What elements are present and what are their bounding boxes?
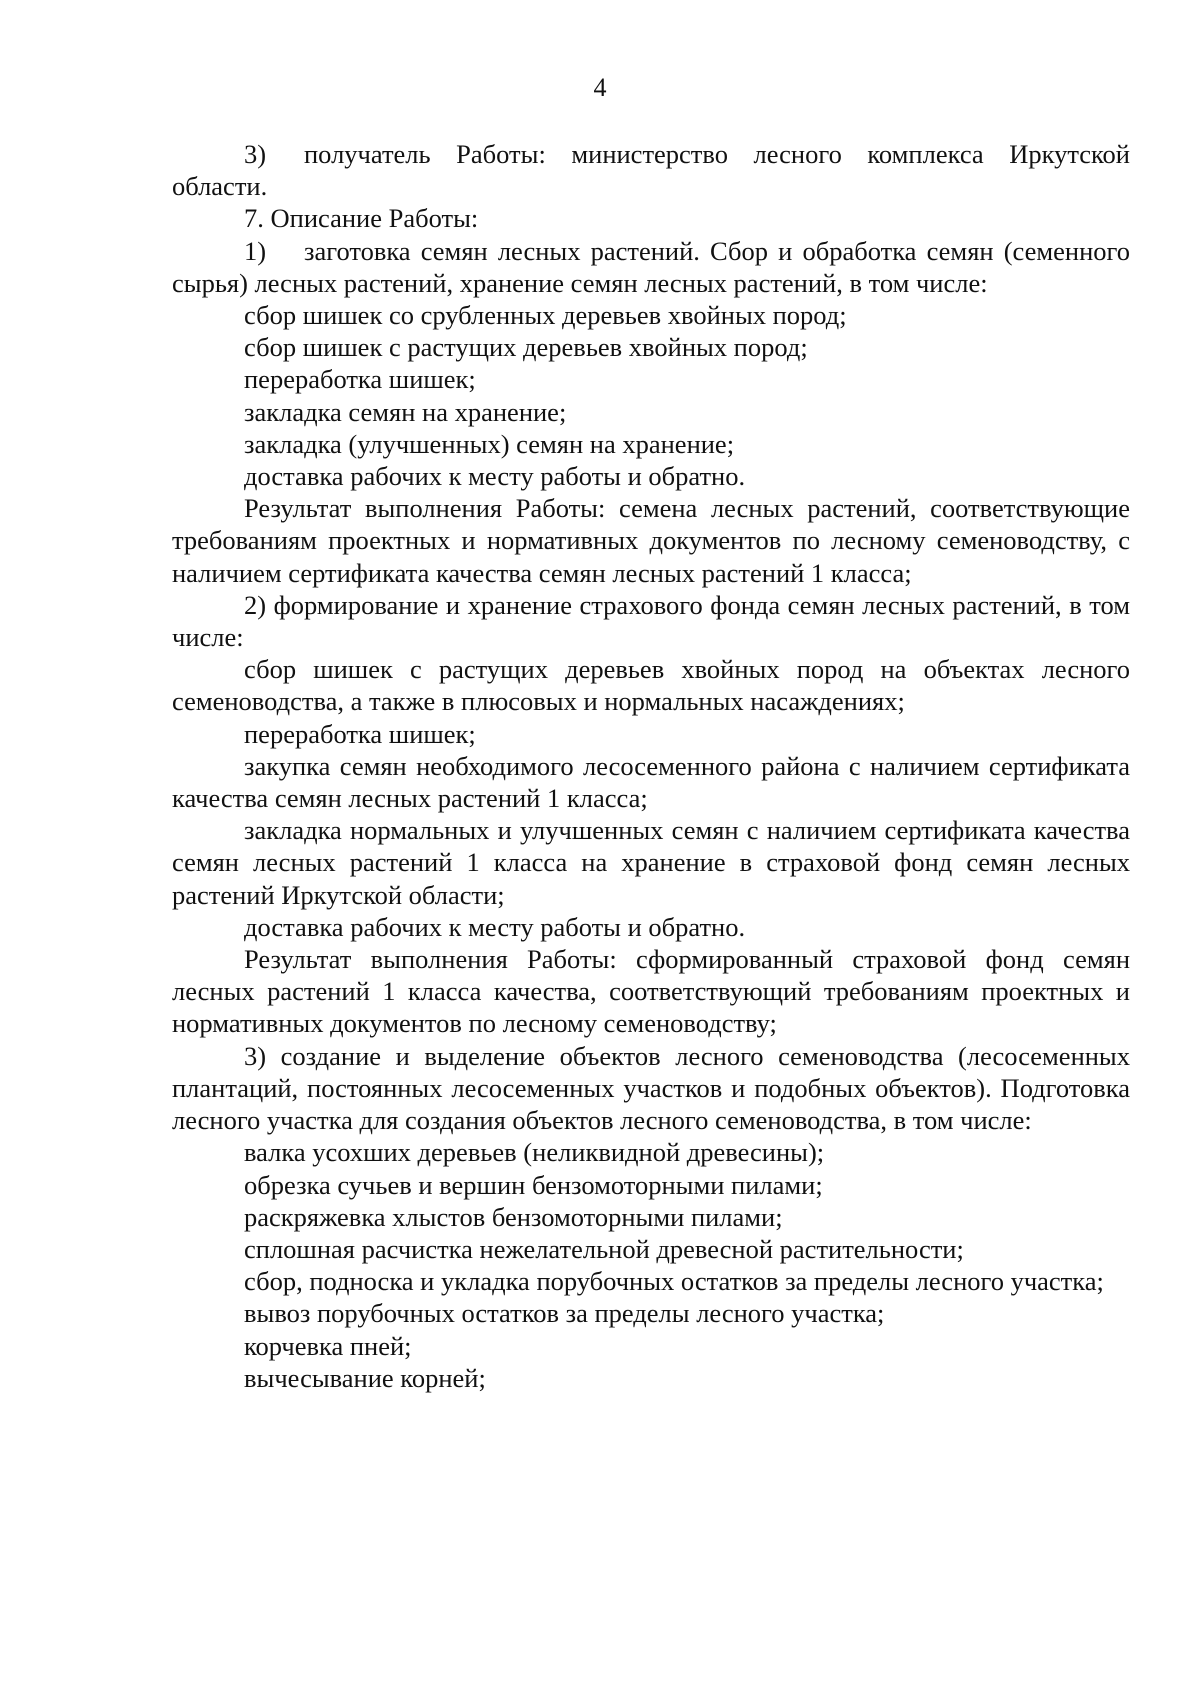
list-marker: 3)	[244, 139, 267, 169]
section-heading: 7. Описание Работы:	[244, 203, 479, 234]
list-item: закладка (улучшенных) семян на хранение;	[244, 428, 735, 459]
list-item: переработка шишек;	[244, 364, 476, 395]
list-item: доставка рабочих к месту работы и обратно.	[244, 461, 746, 492]
page-number: 4	[593, 73, 607, 102]
paragraph-text: заготовка семян лесных растений. Сбор и обработка семян (семенного сырья) лесных растений, хранение семян лесных растений, в том числе:	[172, 235, 1130, 298]
paragraph-text: получатель Работы: министерство лесного комплекса Иркутской области.	[172, 139, 1130, 202]
list-item: вывоз порубочных остатков за пределы лесного участка;	[244, 1298, 885, 1329]
list-item: корчевка пней;	[244, 1330, 412, 1361]
list-item: обрезка сучьев и вершин бензомоторными пилами;	[244, 1169, 823, 1200]
list-item: валка усохших деревьев (неликвидной древесины);	[244, 1137, 825, 1168]
list-marker: 1)	[244, 235, 267, 266]
list-item: сбор шишек с растущих деревьев хвойных пород;	[244, 332, 808, 363]
list-item: доставка рабочих к месту работы и обратно.	[244, 911, 746, 942]
list-item: закладка семян на хранение;	[244, 396, 567, 427]
paragraph-recipient	[172, 138, 1130, 202]
list-item: закладка нормальных и улучшенных семян с наличием сертификата качества семян лесных растений 1 класса на хранение в страховой фонд семян лесных растений Иркутской области;	[172, 815, 1130, 910]
document-body	[172, 138, 1130, 1394]
list-item: сбор шишек со срубленных деревьев хвойных пород;	[244, 300, 847, 331]
list-item: вычесывание корней;	[244, 1362, 486, 1393]
list-item: сплошная расчистка нежелательной древесной растительности;	[244, 1233, 964, 1264]
paragraph-item-3: 3) создание и выделение объектов лесного семеноводства (лесосеменных плантаций, постоянных лесосеменных участков и подобных объектов). Подготовка лесного участка для создания объектов лесного семеноводства, в том числе:	[172, 1040, 1130, 1136]
list-item: закупка семян необходимого лесосеменного района с наличием сертификата качества семян лесных растений 1 класса;	[172, 750, 1130, 814]
list-item: переработка шишек;	[244, 718, 476, 749]
paragraph-item-1	[172, 235, 1130, 299]
list-item: раскряжевка хлыстов бензомоторными пилами;	[244, 1201, 783, 1232]
list-item: сбор, подноска и укладка порубочных остатков за пределы лесного участка;	[244, 1266, 1104, 1297]
paragraph-item-2: 2) формирование и хранение страхового фонда семян лесных растений, в том числе:	[172, 589, 1130, 653]
result-paragraph: Результат выполнения Работы: сформированный страховой фонд семян лесных растений 1 класса качества, соответствующий требованиям проектных и нормативных документов по лесному семеноводству;	[172, 944, 1130, 1039]
result-paragraph: Результат выполнения Работы: семена лесных растений, соответствующие требованиям проектных и нормативных документов по лесному семеноводству, с наличием сертификата качества семян лесных растений 1 класса;	[172, 493, 1130, 588]
list-item: сбор шишек с растущих деревьев хвойных пород на объектах лесного семеноводства, а также в плюсовых и нормальных насаждениях;	[172, 654, 1130, 717]
